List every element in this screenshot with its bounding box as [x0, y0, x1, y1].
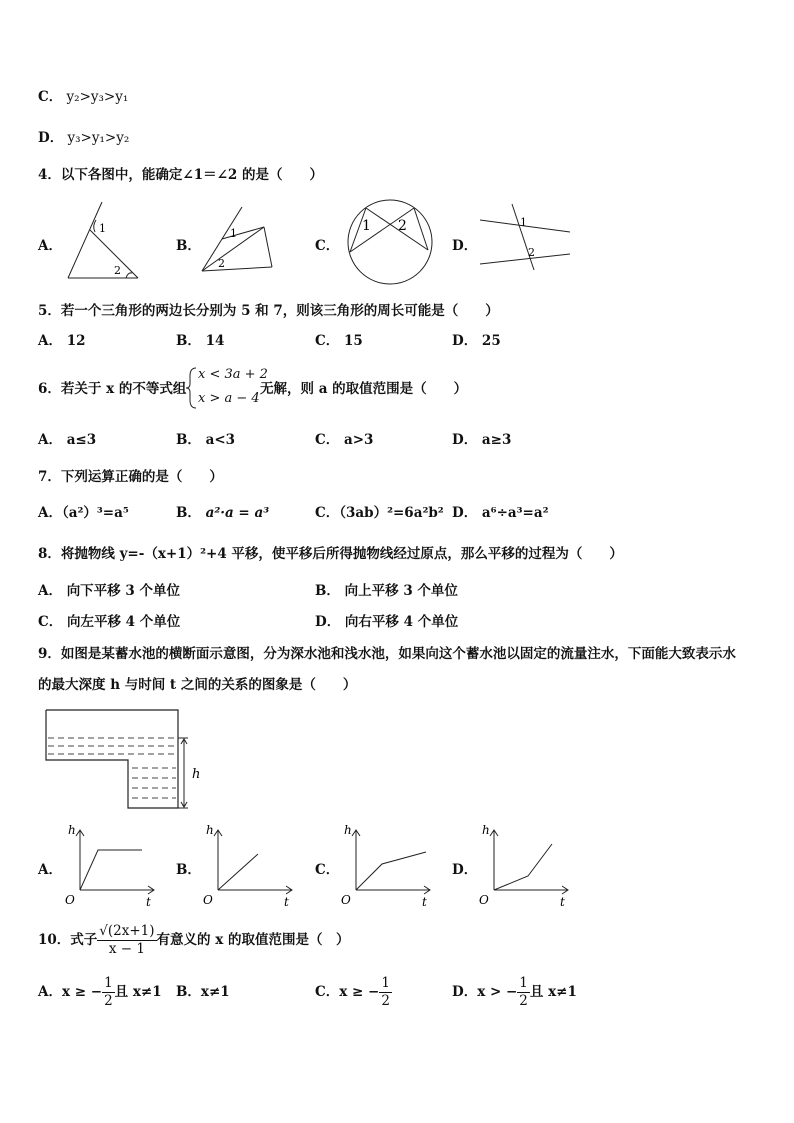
q5-option-c: C． 15	[315, 333, 363, 349]
axis-h: h	[482, 823, 490, 837]
q4-figure-d	[478, 202, 574, 272]
q5-option-a: A． 12	[38, 333, 86, 349]
origin-o: O	[479, 893, 489, 907]
q9-stem-line1: 9．如图是某蓄水池的横断面示意图，分为深水池和浅水池，如果向这个蓄水池以固定的流量注水，下面能大致表示水	[38, 646, 736, 662]
q9-stem-line2: 的最大深度 h 与时间 t 之间的关系的图象是（ ）	[38, 677, 357, 693]
q6-ineq-2: x > a − 4	[198, 391, 260, 406]
q10-frac-den: x − 1	[108, 941, 145, 957]
option-text: y₃>y₁>y₂	[67, 130, 130, 146]
q7-option-c: C．（3ab）²=6a²b²	[315, 505, 444, 521]
option-label: D．	[38, 130, 64, 146]
h-label: h	[192, 767, 201, 782]
q4-label-b: B．	[176, 238, 201, 254]
mark-1: 1	[99, 222, 106, 235]
axis-h: h	[344, 823, 352, 837]
mark-2: 2	[398, 218, 407, 234]
axis-t: t	[560, 895, 565, 909]
q9-graph-d	[476, 824, 576, 908]
q10-option-c: C．x ≥ − $\frac{1}{2}$	[315, 975, 390, 1009]
q6-option-b: B． a<3	[176, 432, 236, 448]
q9-graph-label-c: C．	[315, 862, 340, 878]
q6-brace	[186, 366, 198, 410]
q10-option-b: B．x≠1	[176, 984, 230, 1000]
q9-graph-label-a: A．	[38, 862, 62, 878]
q9-graph-b	[200, 824, 300, 908]
q5-option-b: B． 14	[176, 333, 225, 349]
q6-stem-pre: 6．若关于 x 的不等式组	[38, 381, 187, 397]
q8-option-c: C． 向左平移 4 个单位	[38, 614, 181, 630]
q10-option-a: A．x ≥ − $\frac{1}{2}$ 且 x≠1	[38, 975, 162, 1009]
q10-stem-post: 有意义的 x 的取值范围是（ ）	[156, 932, 350, 948]
q10-frac-num: √(2x+1)	[99, 923, 155, 939]
option-text: y₂>y₃>y₁	[66, 89, 129, 105]
axis-t: t	[284, 895, 289, 909]
axis-t: t	[422, 895, 427, 909]
axis-h: h	[68, 823, 76, 837]
mark-2: 2	[114, 264, 121, 277]
q9-graph-label-b: B．	[176, 862, 201, 878]
q9-graph-a	[62, 824, 162, 908]
q4-figure-b	[198, 205, 278, 275]
q8-option-b: B． 向上平移 3 个单位	[315, 583, 458, 599]
q10-stem-pre: 10．式子	[38, 932, 98, 948]
q7-option-d: D． a⁶÷a³=a²	[452, 505, 549, 521]
q6-option-a: A． a≤3	[38, 432, 97, 448]
q9-reservoir-diagram	[44, 708, 214, 812]
q8-option-a: A． 向下平移 3 个单位	[38, 583, 180, 599]
q7-stem: 7．下列运算正确的是（ ）	[38, 469, 223, 485]
q6-option-d: D． a≥3	[452, 432, 512, 448]
q4-figure-a	[62, 200, 144, 282]
q9-graph-label-d: D．	[452, 862, 478, 878]
q3-option-d	[38, 129, 129, 147]
q8-option-d: D． 向右平移 4 个单位	[315, 614, 459, 630]
mark-1: 1	[520, 216, 527, 229]
q8-stem: 8．将抛物线 y=-（x+1）²+4 平移，使平移后所得抛物线经过原点，那么平移的过程为（ ）	[38, 546, 623, 562]
q9-graph-c	[338, 824, 438, 908]
axis-h: h	[206, 823, 214, 837]
q7-option-a: A．（a²）³=a⁵	[38, 505, 129, 521]
axis-t: t	[146, 895, 151, 909]
q10-option-d: D．x > − $\frac{1}{2}$ 且 x≠1	[452, 975, 577, 1009]
q4-figure-c	[344, 198, 436, 290]
q3-option-c	[38, 88, 128, 106]
q6-ineq-1: x < 3a + 2	[198, 367, 268, 382]
q4-label-d: D．	[452, 238, 478, 254]
q5-option-d: D． 25	[452, 333, 501, 349]
q6-stem-post: 无解，则 a 的取值范围是（ ）	[260, 381, 468, 397]
q4-stem: 4．以下各图中，能确定∠1＝∠2 的是（ ）	[38, 167, 324, 183]
option-label: C．	[38, 89, 63, 105]
mark-1: 1	[230, 227, 237, 240]
q5-stem: 5．若一个三角形的两边长分别为 5 和 7，则该三角形的周长可能是（ ）	[38, 303, 499, 319]
q6-option-c: C． a>3	[315, 432, 374, 448]
mark-1: 1	[362, 218, 371, 234]
q10-stem	[38, 920, 350, 960]
q7-option-b: B． a²·a = a³	[176, 505, 270, 521]
mark-2: 2	[218, 257, 225, 270]
origin-o: O	[203, 893, 213, 907]
origin-o: O	[341, 893, 351, 907]
q4-label-a: A．	[38, 238, 62, 254]
origin-o: O	[65, 893, 75, 907]
mark-2: 2	[528, 246, 535, 259]
q4-label-c: C．	[315, 238, 340, 254]
